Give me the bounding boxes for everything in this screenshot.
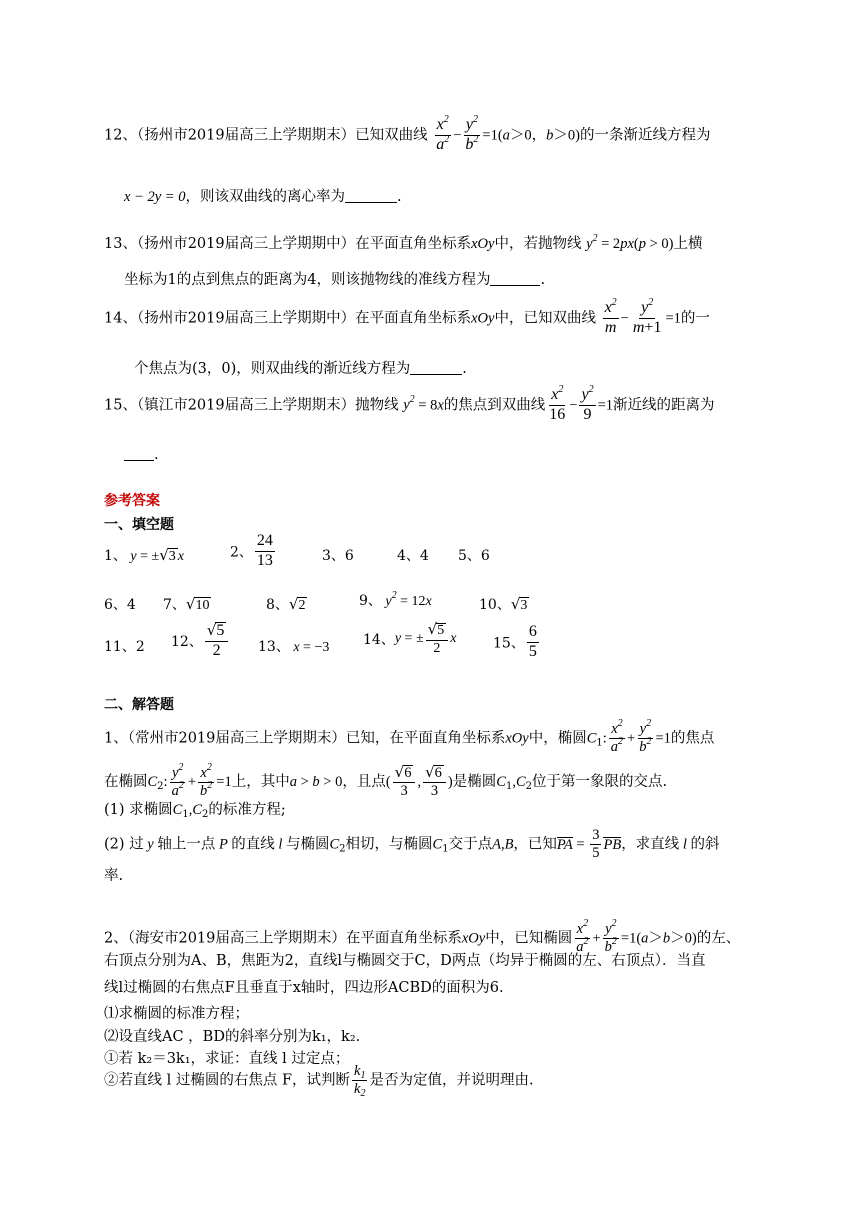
problem-15-line-1: 15、（镇江市2019届高三上学期期末）抛物线 $y^2 = 8x$的焦点到双曲线 $\frac{x^2}{16}$ − $\frac{y^2}{9}$ =1渐近线的距离为 [104, 384, 715, 423]
problem-text: 上横 [673, 236, 703, 252]
answer-label: 10、 [479, 597, 511, 613]
q2-line-3: 线l过椭圆的右焦点F且垂直于x轴时，四边形ACBD的面积为6. [104, 980, 504, 996]
fraction-y2-m1: $\frac{y^2}{m+1}$ [632, 297, 662, 336]
problem-14-line-1: 14、（扬州市2019届高三上学期期中）在平面直角坐标系xOy中，已知双曲线 $\frac{x^2}{m}$ − $\frac{y^2}{m+1}$ =1的一 [104, 297, 710, 336]
problem-number: 15、 [104, 397, 137, 414]
problem-13-line-2 [124, 268, 545, 289]
answer-6: 6、4 [104, 597, 136, 613]
q2-sub-4: ②若直线 l 过椭圆的右焦点 F，试判断 $\frac{k_1}{k_2}$ 是否为定值，并说明理由. [104, 1063, 534, 1100]
answer-label: 8、 [266, 597, 289, 613]
problem-13-line-1: 13、（扬州市2019届高三上学期期中）在平面直角坐标系xOy中，若抛物线 $y^2 = 2px(p > 0)$上横 [104, 233, 703, 252]
answer-8: 8、√2 [266, 595, 306, 613]
problem-text: 的直线 [231, 836, 275, 853]
problem-text: 的一 [680, 310, 710, 327]
problem-text: 在椭圆 [104, 774, 148, 791]
answer-label: 12、 [171, 633, 203, 650]
answer-13: 13、 x = −3 [258, 639, 330, 655]
problem-14-line-2 [134, 357, 467, 378]
problem-source: （扬州市2019届高三上学期期中） [136, 236, 356, 252]
problem-text: 的焦点 [670, 730, 715, 747]
problem-text: ，且点 [342, 774, 386, 791]
problem-number: 14、 [104, 310, 137, 327]
problem-source: （扬州市2019届高三上学期期末） [136, 127, 356, 144]
problem-text: ，求直线 [621, 836, 680, 853]
problem-text: 在平面直角坐标系 [355, 236, 472, 252]
q2-line-2: 右顶点分别为A、B，焦距为2，直线l与椭圆交于C，D两点（均异于椭圆的左、右顶点）．当直 [104, 953, 706, 969]
section-solutions: 二、解答题 [104, 697, 174, 713]
problem-text: 抛物线 [355, 397, 399, 414]
problem-text: 中，椭圆 [528, 730, 587, 747]
fraction-y2-9: $\frac{y^2}{9}$ [581, 384, 594, 423]
problem-text: 已知双曲线 [355, 127, 428, 144]
period: . [154, 447, 159, 463]
problem-number: 12、 [104, 127, 137, 144]
problem-source: （扬州市2019届高三上学期期中） [136, 310, 356, 327]
problem-text: 相切，与椭圆 [345, 836, 433, 853]
answer-1: 1、 y = ±√3 x [104, 546, 185, 564]
fraction-x2-m: $\frac{x^2}{m}$ [604, 297, 617, 336]
problem-text: 个焦点为(3，0)，则双曲线的渐近线方程为 [134, 361, 411, 377]
problem-text: 交于点 [448, 836, 493, 853]
problem-text: 是否为定值，并说明理由. [369, 1072, 534, 1089]
problem-15-line-2 [124, 447, 159, 463]
problem-text: 中，已知双曲线 [494, 310, 596, 327]
answer-7: 7、√10 [163, 595, 210, 613]
answer-4: 4、4 [397, 548, 429, 564]
answer-5: 5、6 [458, 548, 490, 564]
problem-text: ，已知 [513, 836, 557, 853]
problem-text: ，则该双曲线的离心率为 [185, 189, 345, 205]
problem-text: (2) 过 [104, 836, 144, 853]
problem-text: 轴上一点 [157, 836, 216, 853]
answer-blank [345, 202, 397, 203]
answer-12: 12、 $\frac{√5}{2}$ [171, 622, 230, 660]
period: . [462, 361, 467, 377]
problem-source: （镇江市2019届高三上学期期末） [136, 397, 356, 414]
answer-11: 11、2 [104, 639, 145, 655]
problem-text: 中，已知椭圆 [485, 930, 573, 947]
problem-text: 的焦点到双曲线 [443, 397, 546, 414]
problem-text: 上，其中 [231, 774, 290, 791]
answer-label: 1、 [104, 548, 127, 564]
answer-3: 3、6 [322, 548, 354, 564]
q2-line-1: 2、（海安市2019届高三上学期期末）在平面直角坐标系xOy中，已知椭圆 $\frac{x^2}{a^2}$ + $\frac{y^2}{b^2}$ =1(a＞b＞0)的左、 [104, 918, 741, 956]
q1-sub-2: (2) 过 y 轴上一点 P 的直线 l 与椭圆$C_2$相切，与椭圆$C_1$交于点A,B，已知PA = $\frac{3}{5}$ PB，求直线 l 的斜 [104, 827, 720, 862]
fraction-x2-16: $\frac{x^2}{16}$ [549, 384, 566, 423]
problem-text: (1) 求椭圆 [104, 802, 173, 818]
problem-text: 的斜 [690, 836, 720, 853]
coordinate-system: xOy [471, 236, 495, 252]
answer-label: 13、 [258, 639, 290, 655]
problem-text: ②若直线 l 过椭圆的右焦点 F，试判断 [104, 1072, 351, 1089]
problem-number: 13、 [104, 236, 137, 252]
problem-text: 的标准方程; [208, 802, 286, 818]
answer-blank [410, 374, 462, 375]
problem-text: 1、（常州市2019届高三上学期期末）已知，在平面直角坐标系 [104, 730, 506, 747]
problem-text: 坐标为1的点到焦点的距离为4，则该抛物线的准线方程为 [124, 272, 491, 288]
coordinate-system: xOy [505, 730, 529, 747]
fraction-x2-a2: $\frac{x^2}{a^2}$ [436, 114, 450, 153]
answer-label: 15、 [493, 635, 525, 652]
answer-blank [490, 285, 540, 286]
problem-text: 渐近线的距离为 [613, 397, 715, 414]
problem-text: 与椭圆 [285, 836, 330, 853]
q1-sub-1: (1) 求椭圆$C_1,C_2$的标准方程; [104, 802, 286, 820]
problem-12-line-2 [124, 185, 402, 206]
answer-10: 10、√3 [479, 595, 528, 613]
answer-blank [124, 460, 154, 461]
problem-text: 2、（海安市2019届高三上学期期末）在平面直角坐标系 [104, 930, 462, 947]
problem-text: 的一条渐近线方程为 [580, 127, 711, 144]
q1-line-1: 1、（常州市2019届高三上学期期末）已知，在平面直角坐标系xOy中，椭圆$C_1$: $\frac{x^2}{a^2}$ + $\frac{y^2}{b^2}$ =1的焦点 [104, 718, 715, 756]
answers-heading: 参考答案 [104, 493, 160, 509]
problem-text: 在平面直角坐标系 [355, 310, 472, 327]
q1-line-end: 率. [104, 868, 124, 884]
answer-label: 9、 [359, 593, 382, 609]
q1-line-2: 在椭圆$C_2$: $\frac{y^2}{a^2}$ + $\frac{x^2}{b^2}$ =1上，其中a > b > 0，且点( $\frac{√6}{3}$ , $\frac{√6}{3}$ )是椭圆$C_1,C_2$位于第一象限的交点. [104, 761, 668, 800]
problem-text: 的左、 [696, 930, 741, 947]
period: . [396, 189, 402, 205]
answer-2: 2、 $\frac{24}{13}$ [230, 532, 273, 569]
q2-sub-3: ①若 k₂＝3k₁，求证：直线 l 过定点； [104, 1051, 350, 1067]
problem-text: 是椭圆 [452, 774, 497, 791]
q2-sub-2: ⑵设直线AC ，BD的斜率分别为k₁，k₂. [104, 1029, 361, 1045]
period: . [540, 272, 546, 288]
q2-sub-1: ⑴求椭圆的标准方程； [104, 1006, 249, 1022]
problem-text: 中，若抛物线 [494, 236, 582, 252]
answer-label: 7、 [163, 597, 186, 613]
answer-15: 15、 $\frac{6}{5}$ [493, 623, 537, 660]
answer-label: 2、 [230, 544, 253, 561]
section-fill-blank: 一、填空题 [104, 517, 174, 533]
answer-14: 14、y = ± $\frac{√5}{2}$ x [363, 620, 457, 656]
answer-label: 14、 [363, 632, 395, 649]
asymptote-equation: x − 2y = 0 [124, 189, 186, 205]
problem-12-line-1: 12、（扬州市2019届高三上学期期末）已知双曲线 $\frac{x^2}{a^2}$ − $\frac{y^2}{b^2}$ =1(a＞0，b＞0)的一条渐近线方程为 [104, 114, 711, 153]
problem-text: 位于第一象限的交点. [531, 774, 668, 791]
fraction-y2-b2: $\frac{y^2}{b^2}$ [465, 114, 479, 153]
coordinate-system: xOy [471, 310, 495, 327]
answer-9: 9、 $y^2 = 12x$ [359, 590, 432, 609]
